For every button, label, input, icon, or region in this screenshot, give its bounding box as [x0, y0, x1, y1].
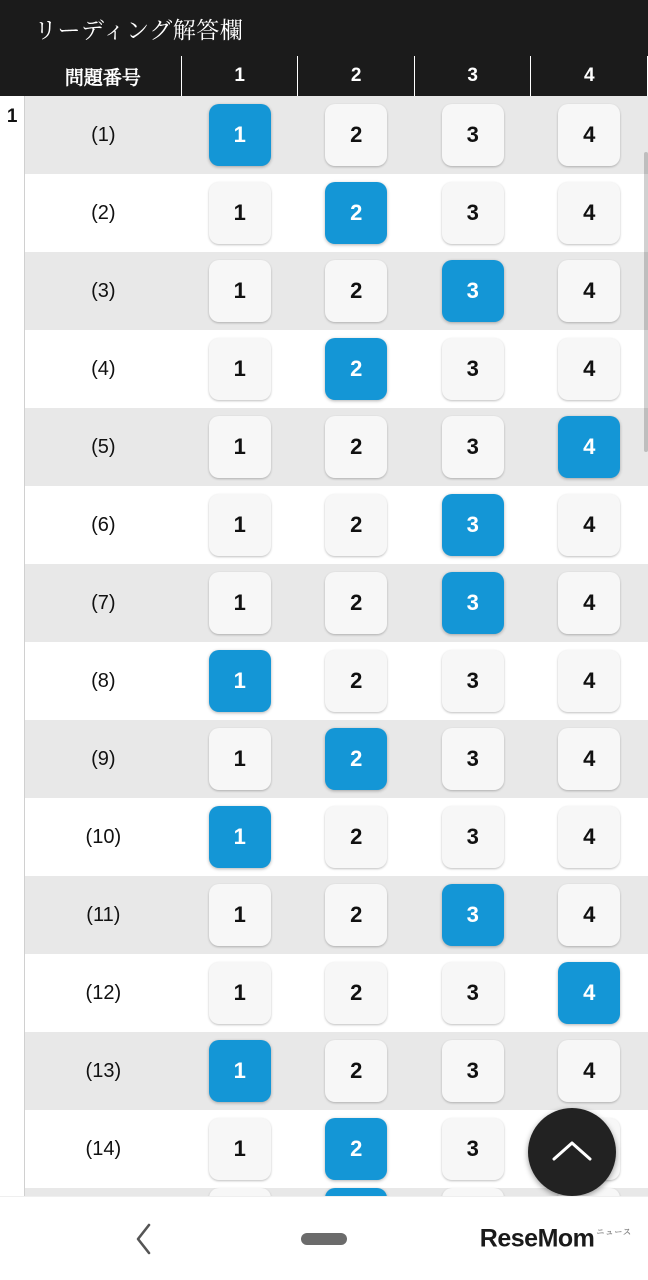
page-title: リーディング解答欄	[34, 16, 244, 43]
answer-choice[interactable]: 3	[442, 182, 504, 244]
logo-subtext: ニュース	[596, 1227, 632, 1236]
answer-choice-selected[interactable]: 1	[209, 806, 271, 868]
answer-choice[interactable]: 3	[442, 962, 504, 1024]
answer-cell[interactable]	[414, 408, 531, 486]
answer-choice[interactable]: 4	[558, 338, 620, 400]
answer-choice[interactable]: 4	[558, 182, 620, 244]
answer-cell[interactable]	[414, 252, 531, 330]
answer-cell[interactable]	[531, 174, 648, 252]
answer-cell[interactable]	[531, 876, 648, 954]
answer-cell[interactable]	[531, 252, 648, 330]
table-row	[0, 486, 648, 564]
question-label: (13)	[25, 1032, 182, 1110]
answer-choice[interactable]: 2	[325, 260, 387, 322]
answer-table	[0, 56, 648, 1250]
answer-choice[interactable]: 1	[209, 884, 271, 946]
answer-choice[interactable]: 2	[325, 494, 387, 556]
answer-cell[interactable]	[531, 564, 648, 642]
answer-choice[interactable]: 2	[325, 416, 387, 478]
answer-choice-selected[interactable]: 4	[558, 962, 620, 1024]
answer-choice[interactable]: 2	[325, 806, 387, 868]
question-label: (9)	[25, 720, 182, 798]
answer-choice[interactable]: 2	[325, 884, 387, 946]
answer-cell[interactable]	[414, 798, 531, 876]
answer-cell[interactable]	[531, 720, 648, 798]
question-label: (3)	[25, 252, 182, 330]
vertical-scrollbar[interactable]	[644, 152, 648, 452]
table-row	[0, 564, 648, 642]
answer-choice-selected[interactable]: 2	[325, 338, 387, 400]
table-row	[0, 954, 648, 1032]
answer-cell[interactable]	[414, 954, 531, 1032]
scroll-to-top-button[interactable]	[528, 1108, 616, 1196]
answer-cell[interactable]	[181, 954, 298, 1032]
question-label: (5)	[25, 408, 182, 486]
answer-cell[interactable]	[181, 408, 298, 486]
answer-choice[interactable]: 1	[209, 728, 271, 790]
answer-cell[interactable]	[531, 1032, 648, 1110]
answer-choice[interactable]: 1	[209, 182, 271, 244]
chevron-up-icon	[550, 1137, 594, 1167]
answer-cell[interactable]	[298, 174, 415, 252]
answer-choice[interactable]: 1	[209, 494, 271, 556]
answer-choice[interactable]: 1	[209, 416, 271, 478]
table-row	[0, 174, 648, 252]
table-body	[0, 96, 648, 1250]
answer-cell[interactable]	[414, 1032, 531, 1110]
answer-cell[interactable]	[531, 954, 648, 1032]
answer-choice-selected[interactable]: 2	[325, 728, 387, 790]
answer-cell[interactable]	[298, 408, 415, 486]
answer-cell[interactable]	[298, 954, 415, 1032]
answer-cell[interactable]	[298, 252, 415, 330]
answer-cell[interactable]	[298, 96, 415, 174]
answer-cell[interactable]	[181, 876, 298, 954]
answer-choice[interactable]: 4	[558, 650, 620, 712]
site-logo	[480, 1224, 632, 1253]
answer-choice[interactable]: 2	[325, 1040, 387, 1102]
question-label: (11)	[25, 876, 182, 954]
question-label: (12)	[25, 954, 182, 1032]
answer-choice[interactable]: 3	[442, 104, 504, 166]
header-option-1: 1	[181, 56, 298, 96]
answer-choice-selected[interactable]: 3	[442, 260, 504, 322]
answer-choice[interactable]: 2	[325, 104, 387, 166]
answer-choice[interactable]: 4	[558, 260, 620, 322]
answer-cell[interactable]	[414, 174, 531, 252]
answer-choice-selected[interactable]: 4	[558, 416, 620, 478]
answer-cell[interactable]	[298, 564, 415, 642]
question-label: (1)	[25, 96, 182, 174]
header-option-3: 3	[414, 56, 531, 96]
answer-cell[interactable]	[531, 642, 648, 720]
header-question-number-spacer	[0, 56, 25, 96]
page-title-bar	[0, 0, 648, 56]
answer-cell[interactable]	[298, 642, 415, 720]
answer-cell[interactable]	[181, 1110, 298, 1188]
answer-choice[interactable]: 2	[325, 572, 387, 634]
answer-choice[interactable]: 1	[209, 572, 271, 634]
answer-cell[interactable]	[181, 642, 298, 720]
table-header	[0, 56, 648, 96]
answer-choice-selected[interactable]: 3	[442, 572, 504, 634]
question-label: (2)	[25, 174, 182, 252]
answer-choice[interactable]: 3	[442, 416, 504, 478]
question-label: (14)	[25, 1110, 182, 1188]
answer-cell[interactable]	[298, 486, 415, 564]
answer-cell[interactable]	[531, 486, 648, 564]
answer-cell[interactable]	[414, 96, 531, 174]
answer-choice[interactable]: 4	[558, 494, 620, 556]
answer-cell[interactable]	[181, 486, 298, 564]
answer-cell[interactable]	[298, 330, 415, 408]
table-row	[0, 330, 648, 408]
answer-cell[interactable]	[414, 486, 531, 564]
answer-choice[interactable]: 4	[558, 104, 620, 166]
answer-cell[interactable]	[181, 252, 298, 330]
answer-choice[interactable]: 2	[325, 650, 387, 712]
answer-choice-selected[interactable]: 3	[442, 494, 504, 556]
question-label: (4)	[25, 330, 182, 408]
answer-cell[interactable]	[181, 564, 298, 642]
answer-choice[interactable]: 1	[209, 962, 271, 1024]
table-row	[0, 252, 648, 330]
logo-text-first: Rese	[479, 1224, 538, 1252]
answer-choice[interactable]: 3	[442, 1118, 504, 1180]
answer-choice[interactable]: 3	[442, 806, 504, 868]
answer-choice[interactable]: 1	[209, 260, 271, 322]
table-row	[0, 408, 648, 486]
answer-choice-selected[interactable]: 1	[209, 650, 271, 712]
answer-cell[interactable]	[414, 330, 531, 408]
question-label: (6)	[25, 486, 182, 564]
answer-choice[interactable]: 4	[558, 1040, 620, 1102]
home-indicator[interactable]	[301, 1233, 347, 1245]
answer-choice[interactable]: 3	[442, 650, 504, 712]
header-option-4: 4	[531, 56, 648, 96]
answer-cell[interactable]	[531, 798, 648, 876]
back-chevron-icon[interactable]	[124, 1219, 164, 1259]
header-question-number: 問題番号	[25, 56, 182, 96]
answer-choice[interactable]: 3	[442, 1040, 504, 1102]
answer-cell[interactable]	[298, 720, 415, 798]
table-row	[0, 876, 648, 954]
table-row	[0, 798, 648, 876]
answer-cell[interactable]	[531, 330, 648, 408]
answer-cell[interactable]	[298, 1110, 415, 1188]
answer-cell[interactable]	[414, 564, 531, 642]
logo-text-second: Mom	[537, 1224, 595, 1252]
header-option-2: 2	[298, 56, 415, 96]
question-group-number: 1	[0, 96, 25, 1250]
table-row	[0, 642, 648, 720]
answer-cell[interactable]	[181, 96, 298, 174]
question-label: (8)	[25, 642, 182, 720]
answer-cell[interactable]	[298, 876, 415, 954]
answer-choice-selected[interactable]: 1	[209, 1040, 271, 1102]
answer-choice-selected[interactable]: 1	[209, 104, 271, 166]
answer-table-scroll-area[interactable]	[0, 56, 648, 1196]
answer-choice-selected[interactable]: 3	[442, 884, 504, 946]
answer-cell[interactable]	[531, 408, 648, 486]
table-row	[0, 1032, 648, 1110]
answer-cell[interactable]	[298, 798, 415, 876]
answer-choice[interactable]: 1	[209, 338, 271, 400]
answer-cell[interactable]	[181, 720, 298, 798]
question-label: (10)	[25, 798, 182, 876]
answer-cell[interactable]	[181, 798, 298, 876]
answer-cell[interactable]	[414, 1110, 531, 1188]
answer-choice[interactable]: 4	[558, 806, 620, 868]
table-row	[0, 96, 648, 174]
answer-choice-selected[interactable]: 2	[325, 182, 387, 244]
table-row	[0, 720, 648, 798]
answer-cell[interactable]	[414, 876, 531, 954]
system-navigation-bar	[0, 1196, 648, 1280]
answer-choice[interactable]: 3	[442, 338, 504, 400]
question-label: (7)	[25, 564, 182, 642]
answer-choice-selected[interactable]: 2	[325, 1118, 387, 1180]
answer-cell[interactable]	[414, 642, 531, 720]
answer-cell[interactable]	[531, 96, 648, 174]
answer-cell[interactable]	[414, 720, 531, 798]
answer-choice[interactable]: 4	[558, 572, 620, 634]
answer-cell[interactable]	[181, 330, 298, 408]
answer-choice[interactable]: 1	[209, 1118, 271, 1180]
answer-choice[interactable]: 4	[558, 884, 620, 946]
answer-choice[interactable]: 2	[325, 962, 387, 1024]
answer-choice[interactable]: 3	[442, 728, 504, 790]
answer-cell[interactable]	[181, 174, 298, 252]
answer-choice[interactable]: 4	[558, 728, 620, 790]
answer-cell[interactable]	[181, 1032, 298, 1110]
answer-cell[interactable]	[298, 1032, 415, 1110]
